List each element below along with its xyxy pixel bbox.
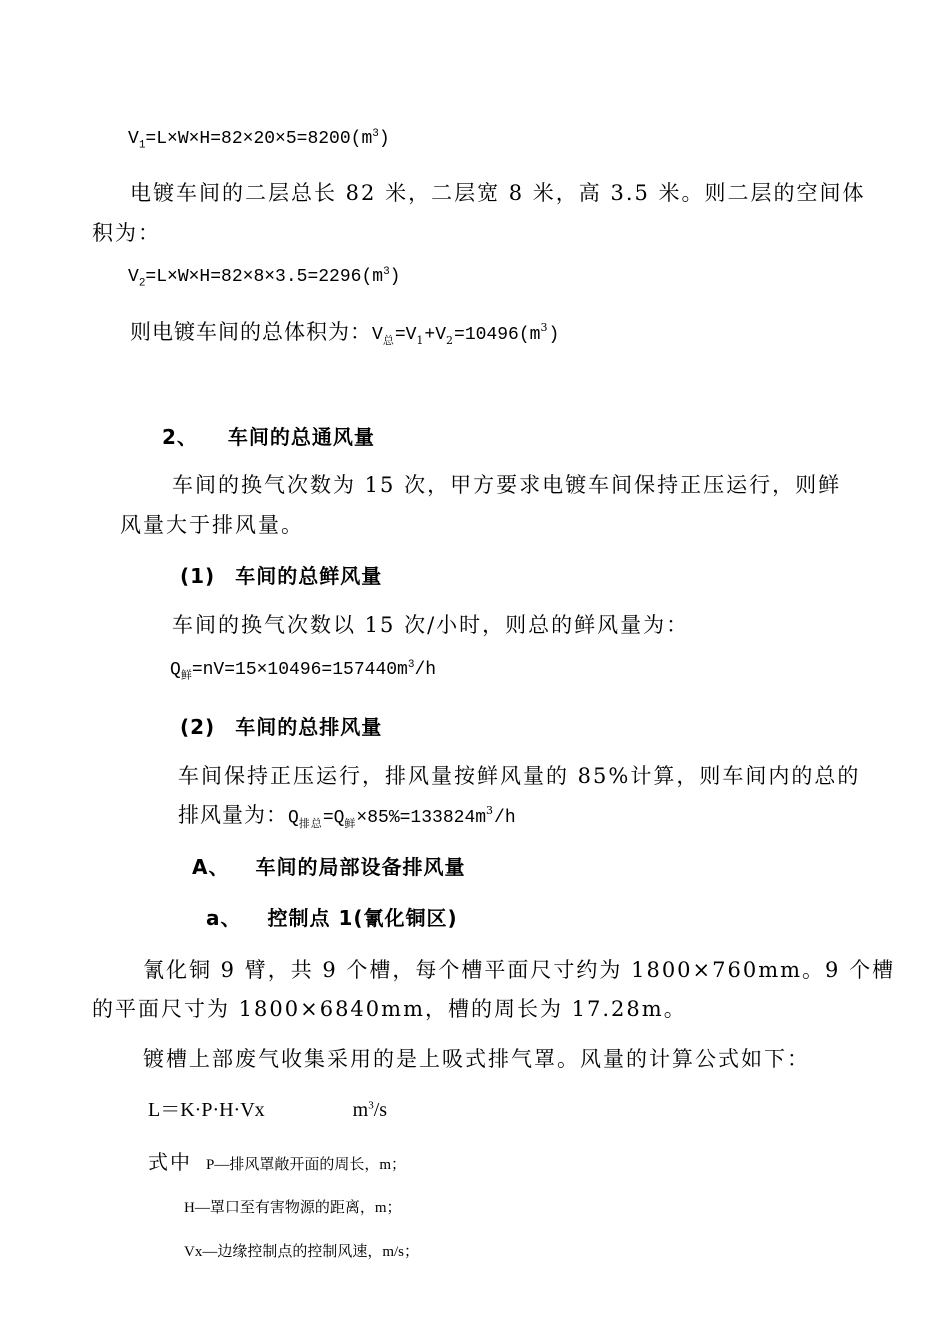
q-fresh-subscript: 鲜	[180, 668, 192, 682]
formula-l	[148, 1093, 387, 1122]
hood-paragraph: 镀槽上部废气收集采用的是上吸式排气罩。风量的计算公式如下：	[143, 1047, 810, 1071]
q-fresh-superscript: 3	[407, 659, 415, 671]
total-volume-sub2: 2	[446, 334, 455, 348]
v1-formula	[128, 128, 390, 152]
total-volume-close: )	[548, 325, 560, 345]
section-2-number: 2、	[162, 425, 198, 449]
v1-superscript: 3	[372, 128, 379, 140]
sub-a-title: 控制点 1(氰化铜区)	[267, 906, 458, 930]
formula-l-unit: m	[352, 1099, 369, 1121]
q-fresh-unit: /h	[414, 660, 437, 680]
exhaust-q-symbol: Q	[288, 808, 299, 828]
v2-superscript: 3	[383, 266, 390, 278]
exhaust-line2-text: 排风量为：	[178, 803, 288, 827]
air-change-line2: 风量大于排风量。	[120, 513, 304, 537]
exhaust-unit: /h	[494, 808, 516, 828]
q-fresh-symbol: Q	[170, 660, 181, 680]
total-volume-line	[130, 316, 559, 348]
v2-close: )	[389, 267, 401, 287]
q-fresh-formula	[170, 659, 436, 683]
sub-a-number: a、	[206, 906, 242, 930]
total-volume-result: =10496(m	[454, 325, 541, 345]
total-volume-text: 则电镀车间的总体积为：	[130, 320, 372, 344]
exhaust-eq: =Q	[322, 808, 345, 828]
section-a-number: A、	[192, 855, 230, 879]
q-fresh-expression: =nV=15×10496=157440m	[191, 660, 408, 680]
air-change-line1: 车间的换气次数为 15 次，甲方要求电镀车间保持正压运行，则鲜	[172, 473, 842, 497]
legend-vx: Vx—边缘控制点的控制风速，m/s；	[184, 1244, 420, 1260]
sub-2-title: 车间的总排风量	[235, 715, 383, 739]
total-volume-eq: =V	[394, 325, 417, 345]
v1-subscript: 1	[138, 139, 146, 152]
v2-symbol: V	[128, 267, 139, 287]
formula-l-unit-post: /s	[373, 1099, 388, 1121]
section-a-title: 车间的局部设备排风量	[255, 855, 466, 879]
sub-2-number: (2)	[180, 715, 216, 739]
section-2-title: 车间的总通风量	[227, 425, 375, 449]
fresh-air-paragraph: 车间的换气次数以 15 次/小时，则总的鲜风量为：	[172, 613, 690, 637]
v1-close: )	[378, 129, 390, 149]
section-a-heading	[192, 851, 465, 880]
formula-l-expression: L＝K·P·H·Vx	[148, 1099, 265, 1121]
sub-2-heading	[180, 711, 382, 740]
legend-p-line	[148, 1146, 406, 1175]
formula-l-unit-sup: 3	[368, 1099, 374, 1112]
cyanide-line1: 氰化铜 9 臂，共 9 个槽，每个槽平面尺寸约为 1800×760mm。9 个槽	[143, 958, 896, 982]
section-2-heading	[162, 421, 375, 450]
legend-prefix: 式中	[148, 1150, 192, 1174]
sub-1-heading	[180, 560, 382, 589]
exhaust-line2	[178, 799, 516, 831]
v2-expression: =L×W×H=82×8×3.5=2296(m	[145, 267, 384, 287]
second-floor-line2: 积为：	[92, 221, 161, 245]
v1-expression: =L×W×H=82×20×5=8200(m	[145, 129, 373, 149]
exhaust-superscript: 3	[486, 804, 495, 817]
exhaust-line1: 车间保持正压运行，排风量按鲜风量的 85%计算，则车间内的总的	[178, 764, 861, 788]
sub-1-title: 车间的总鲜风量	[235, 564, 383, 588]
total-volume-plus: +V	[424, 325, 447, 345]
exhaust-result: ×85%=133824m	[356, 808, 487, 828]
v1-symbol: V	[128, 129, 139, 149]
total-volume-sub1: 1	[416, 334, 425, 348]
cyanide-line2: 的平面尺寸为 1800×6840mm，槽的周长为 17.28m。	[92, 997, 687, 1021]
v2-subscript: 2	[138, 277, 146, 290]
sub-1-number: (1)	[180, 564, 216, 588]
v2-formula	[128, 266, 400, 290]
legend-h: H—罩口至有害物源的距离，m；	[184, 1200, 402, 1216]
total-volume-sup: 3	[540, 321, 549, 334]
sub-a-heading	[206, 902, 458, 931]
total-volume-sub-total: 总	[382, 334, 395, 348]
legend-p: P—排风罩敞开面的周长，m；	[206, 1157, 407, 1173]
exhaust-fresh-subscript: 鲜	[344, 817, 357, 831]
second-floor-line1: 电镀车间的二层总长 82 米，二层宽 8 米，高 3.5 米。则二层的空间体	[130, 181, 866, 205]
exhaust-q-subscript: 排总	[298, 817, 323, 831]
total-volume-v: V	[372, 325, 383, 345]
